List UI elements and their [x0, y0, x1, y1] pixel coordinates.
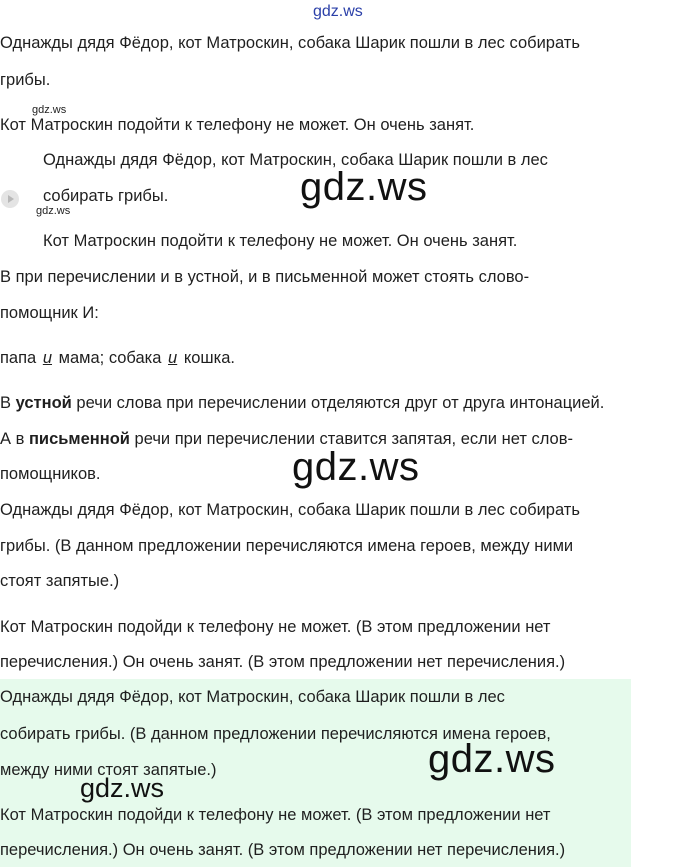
answer-1-line-1: Однажды дядя Фёдор, кот Матроскин, собака Шарик пошли в лес собирать	[0, 501, 580, 519]
example-conjunction-1: и	[42, 349, 53, 367]
watermark-top: gdz.ws	[313, 3, 363, 20]
watermark-small-2: gdz.ws	[36, 205, 71, 217]
example-line	[0, 348, 235, 368]
rule-line-1: В при перечислении и в устной, и в письменной может стоять слово-	[0, 268, 530, 286]
written-speech-line-1	[0, 429, 573, 449]
answer-1-line-3: стоят запятые.)	[0, 572, 120, 590]
answer-2-line-2: перечисления.) Он очень занят. (В этом предложении нет перечисления.)	[0, 653, 566, 671]
indented-sentence-1-line-2: собирать грибы.	[43, 187, 169, 205]
answer-1-line-2: грибы. (В данном предложении перечисляются имена героев, между ними	[0, 537, 574, 555]
written-rest: речи при перечислении ставится запятая, если нет слов-	[134, 430, 573, 448]
rule-line-2: помощник И:	[0, 304, 99, 322]
highlight-answer-2-line-1: Кот Матроскин подойди к телефону не может. (В этом предложении нет	[0, 806, 551, 824]
sentence-1-line-2: грибы.	[0, 71, 51, 89]
sentence-2: Кот Матроскин подойти к телефону не может. Он очень занят.	[0, 116, 475, 134]
sentence-1-line-1: Однажды дядя Фёдор, кот Матроскин, собака Шарик пошли в лес собирать	[0, 34, 580, 52]
example-part-c: кошка.	[183, 349, 235, 367]
example-conjunction-2: и	[168, 349, 178, 367]
oral-rest: речи слова при перечислении отделяются друг от друга интонацией.	[76, 394, 605, 412]
highlight-answer-1-line-3: между ними стоят запятые.)	[0, 761, 217, 779]
oral-speech-line	[0, 393, 604, 413]
written-prefix: А в	[0, 430, 25, 448]
highlight-answer-1-line-2: собирать грибы. (В данном предложении перечисляются имена героев,	[0, 725, 551, 743]
answer-2-line-1: Кот Матроскин подойди к телефону не может. (В этом предложении нет	[0, 618, 551, 636]
written-keyword: письменной	[28, 430, 130, 448]
highlight-answer-1-line-1: Однажды дядя Фёдор, кот Матроскин, собака Шарик пошли в лес	[0, 688, 505, 706]
watermark-big-1: gdz.ws	[300, 165, 428, 209]
oral-prefix: В	[0, 394, 12, 412]
watermark-big-3: gdz.ws	[428, 737, 556, 781]
indented-sentence-2: Кот Матроскин подойти к телефону не может. Он очень занят.	[43, 232, 518, 250]
watermark-mid: gdz.ws	[80, 773, 165, 803]
example-part-b: мама; собака	[58, 349, 162, 367]
indented-sentence-1-line-1: Однажды дядя Фёдор, кот Матроскин, собака Шарик пошли в лес	[43, 151, 548, 169]
oral-keyword: устной	[15, 394, 72, 412]
play-icon[interactable]	[1, 190, 19, 208]
example-part-a: папа	[0, 349, 37, 367]
written-speech-line-2: помощников.	[0, 465, 101, 483]
watermark-small-1: gdz.ws	[32, 104, 67, 116]
highlight-answer-2-line-2: перечисления.) Он очень занят. (В этом предложении нет перечисления.)	[0, 841, 566, 859]
watermark-big-2: gdz.ws	[292, 445, 420, 489]
